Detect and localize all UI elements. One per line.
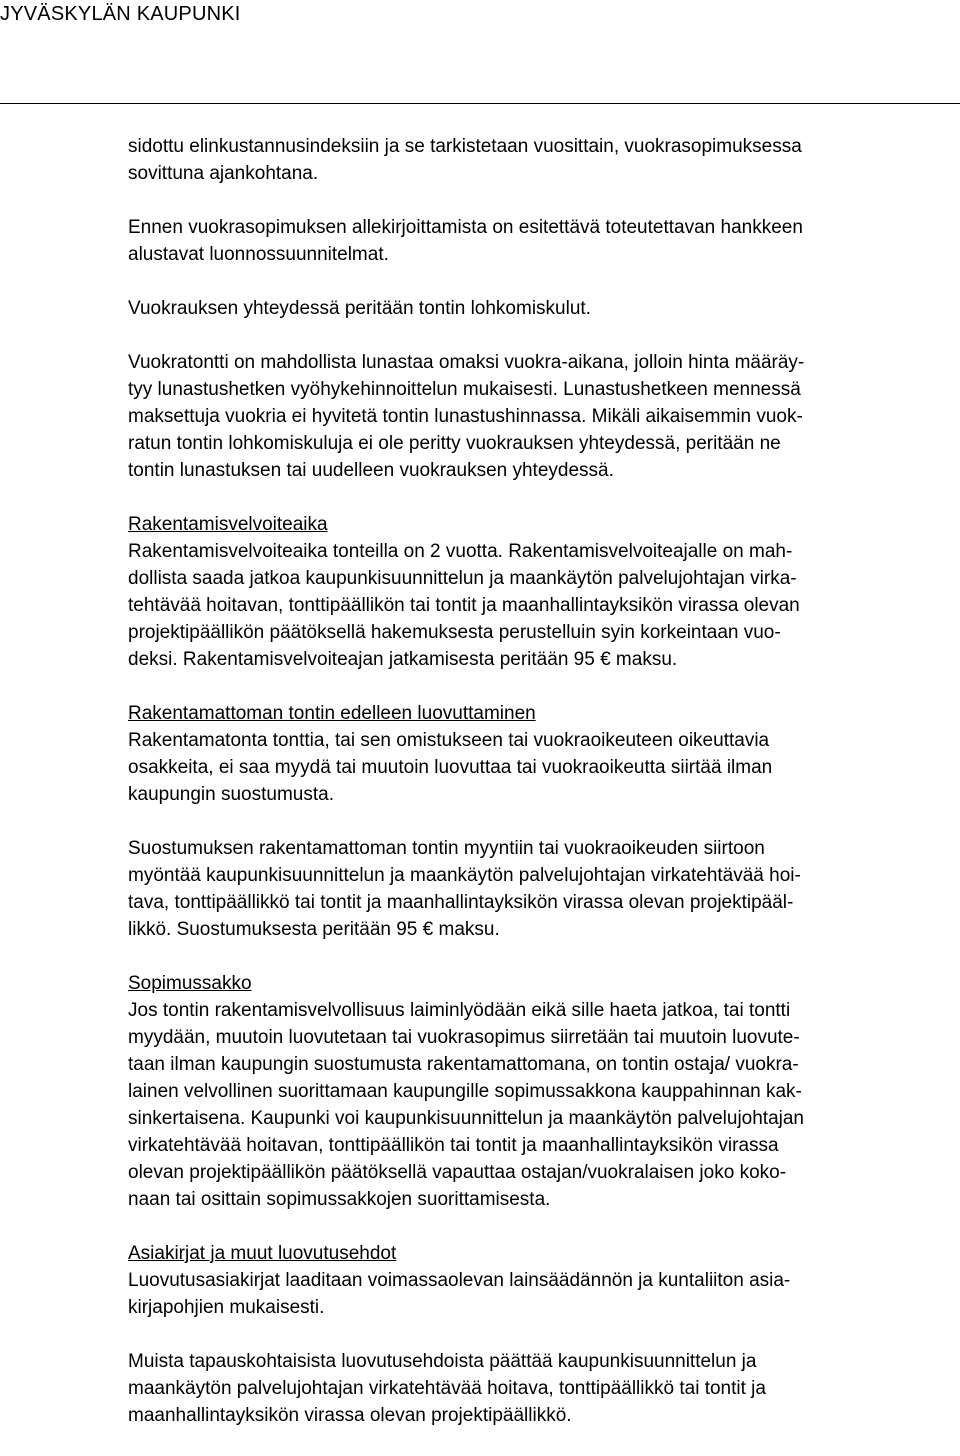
paragraph-line: Vuokrauksen yhteydessä peritään tontin lohkomiskulut. (128, 298, 591, 319)
paragraph-line: sovittuna ajankohtana. (128, 163, 319, 184)
paragraph-line: kaupungin suostumusta. (128, 784, 334, 805)
paragraph-line: tehtävää hoitavan, tonttipäällikön tai tontit ja maanhallintayksikön virassa olevan (128, 595, 800, 616)
paragraph-line: taan ilman kaupungin suostumusta rakentamattomana, on tontin ostaja/ vuokra- (128, 1054, 799, 1075)
document-paragraph (128, 133, 958, 187)
paragraph-line: Muista tapauskohtaisista luovutusehdoista päättää kaupunkisuunnittelun ja (128, 1351, 757, 1372)
paragraph-line: naan tai osittain sopimussakkojen suorittamisesta. (128, 1189, 551, 1210)
paragraph-line: maanhallintayksikön virassa olevan projektipäällikkö. (128, 1405, 572, 1426)
paragraph-line: likkö. Suostumuksesta peritään 95 € maksu. (128, 919, 500, 940)
document-paragraph (128, 349, 958, 484)
section-heading: Rakentamattoman tontin edelleen luovuttaminen (128, 703, 536, 724)
document-paragraph (128, 1240, 958, 1321)
paragraph-line: myöntää kaupunkisuunnittelun ja maankäytön palvelujohtajan virkatehtävää hoi- (128, 865, 801, 886)
document-paragraph (128, 295, 958, 322)
header-divider (0, 103, 960, 104)
paragraph-line: kirjapohjien mukaisesti. (128, 1297, 325, 1318)
paragraph-line: tontin lunastuksen tai uudelleen vuokrauksen yhteydessä. (128, 460, 614, 481)
paragraph-line: maankäytön palvelujohtajan virkatehtävää hoitava, tonttipäällikkö tai tontit ja (128, 1378, 766, 1399)
paragraph-line: sidottu elinkustannusindeksiin ja se tarkistetaan vuosittain, vuokrasopimuksessa (128, 136, 802, 157)
paragraph-line: Suostumuksen rakentamattoman tontin myyntiin tai vuokraoikeuden siirtoon (128, 838, 765, 859)
paragraph-line: Rakentamisvelvoiteaika tonteilla on 2 vuotta. Rakentamisvelvoiteajalle on mah- (128, 541, 793, 562)
section-heading: Rakentamisvelvoiteaika (128, 514, 328, 535)
paragraph-line: osakkeita, ei saa myydä tai muutoin luovuttaa tai vuokraoikeutta siirtää ilman (128, 757, 773, 778)
section-heading: Sopimussakko (128, 973, 252, 994)
paragraph-line: tava, tonttipäällikkö tai tontit ja maanhallintayksikön virassa olevan projektipääl- (128, 892, 794, 913)
paragraph-line: tyy lunastushetken vyöhykehinnoittelun mukaisesti. Lunastushetkeen mennessä (128, 379, 801, 400)
paragraph-line: Rakentamatonta tonttia, tai sen omistukseen tai vuokraoikeuteen oikeuttavia (128, 730, 770, 751)
paragraph-line: Luovutusasiakirjat laaditaan voimassaolevan lainsäädännön ja kuntaliiton asia- (128, 1270, 791, 1291)
document-paragraph (128, 214, 958, 268)
document-paragraph (128, 970, 958, 1213)
paragraph-line: Jos tontin rakentamisvelvollisuus laiminlyödään eikä sille haeta jatkoa, tai tontti (128, 1000, 791, 1021)
paragraph-line: Ennen vuokrasopimuksen allekirjoittamista on esitettävä toteutettavan hankkeen (128, 217, 803, 238)
paragraph-line: virkatehtävää hoitavan, tonttipäällikön tai tontit ja maanhallintayksikön virassa (128, 1135, 779, 1156)
document-paragraph (128, 700, 958, 808)
document-body (128, 133, 958, 1456)
document-paragraph (128, 1348, 958, 1429)
organization-name: JYVÄSKYLÄN KAUPUNKI (0, 3, 241, 25)
paragraph-line: sinkertaisena. Kaupunki voi kaupunkisuunnittelun ja maankäytön palvelujohtajan (128, 1108, 805, 1129)
paragraph-line: alustavat luonnossuunnitelmat. (128, 244, 389, 265)
paragraph-line: lainen velvollinen suorittamaan kaupungille sopimussakkona kauppahinnan kak- (128, 1081, 802, 1102)
paragraph-line: Vuokratontti on mahdollista lunastaa omaksi vuokra-aikana, jolloin hinta määräy- (128, 352, 805, 373)
paragraph-line: ratun tontin lohkomiskuluja ei ole peritty vuokrauksen yhteydessä, peritään ne (128, 433, 781, 454)
paragraph-line: projektipäällikön päätöksellä hakemuksesta perustelluin syin korkeintaan vuo- (128, 622, 781, 643)
paragraph-line: deksi. Rakentamisvelvoiteajan jatkamisesta peritään 95 € maksu. (128, 649, 678, 670)
document-paragraph (128, 835, 958, 943)
paragraph-line: maksettuja vuokria ei hyvitetä tontin lunastushinnassa. Mikäli aikaisemmin vuok- (128, 406, 803, 427)
paragraph-line: olevan projektipäällikön päätöksellä vapauttaa ostajan/vuokralaisen joko koko- (128, 1162, 787, 1183)
section-heading: Asiakirjat ja muut luovutusehdot (128, 1243, 397, 1264)
document-paragraph (128, 511, 958, 673)
paragraph-line: myydään, muutoin luovutetaan tai vuokrasopimus siirretään tai muutoin luovute- (128, 1027, 800, 1048)
page-header (0, 0, 960, 104)
paragraph-line: dollista saada jatkoa kaupunkisuunnittelun ja maankäytön palvelujohtajan virka- (128, 568, 797, 589)
